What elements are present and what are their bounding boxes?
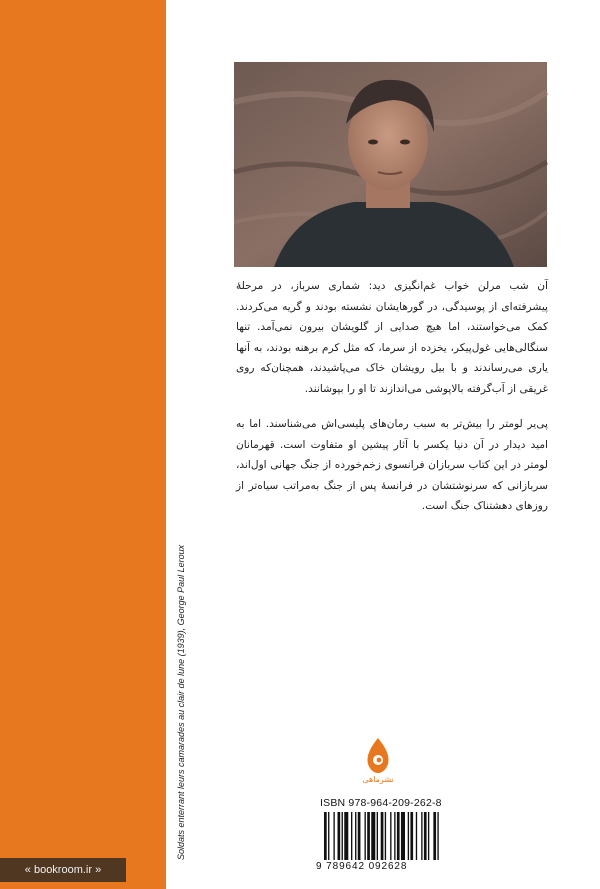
- publisher-logo: [364, 736, 392, 784]
- photo-caption: Soldats enterrant leurs camarades au clair de lune (1939), George Paul Leroux: [176, 544, 186, 860]
- synopsis-block-1: [236, 276, 548, 399]
- synopsis-paragraph-1: آن شب مرلن خواب غم‌انگیزی دید: شماری سرباز، در مرحلهٔ پیشرفته‌ای از پوسیدگی، در گورهایشان نشسته بودند و گریه می‌کردند. کمک می‌خواستند، اما هیچ صدایی از گلویشان بیرون نمی‌آمد. تنها سنگالی‌هایی غول‌پیکر، یخزده از سرما، که مثل کرم برهنه بودند، به آنها یاری می‌رساندند و با بیل رویشان خاک می‌پاشیدند، همچنان‌که روی غریقی از آب‌گرفته بالاپوشی می‌اندازند تا او را بپوشانند.: [236, 280, 548, 395]
- barcode: [322, 812, 480, 860]
- synopsis-paragraph-2: پی‌یر لومتر را بیش‌تر به سبب رمان‌های پلیسی‌اش می‌شناسند. اما به امید دیدار در آن دنیا یکسر با آثار پیشین او متفاوت است. قهرمانان لومتر در این کتاب سربازان فرانسوی زخم‌خورده از جنگ جهانی اول‌اند، سربازانی که سرنوشتشان در فرانسهٔ پس از جنگ به‌مراتب سیاه‌تر از روزهای دهشتناک جنگ است.: [236, 418, 548, 512]
- isbn-text: ISBN 978-964-209-262-8: [320, 797, 442, 809]
- barcode-icon: [322, 812, 480, 860]
- publisher-name: نشرماهی: [362, 775, 394, 784]
- synopsis-block-2: [236, 414, 548, 517]
- author-photo: [234, 62, 547, 267]
- fish-logo-icon: [364, 736, 392, 784]
- orange-spine-panel: [0, 0, 166, 889]
- bookroom-watermark: « bookroom.ir »: [0, 858, 126, 882]
- barcode-digits: 9 789642 092628: [316, 861, 408, 872]
